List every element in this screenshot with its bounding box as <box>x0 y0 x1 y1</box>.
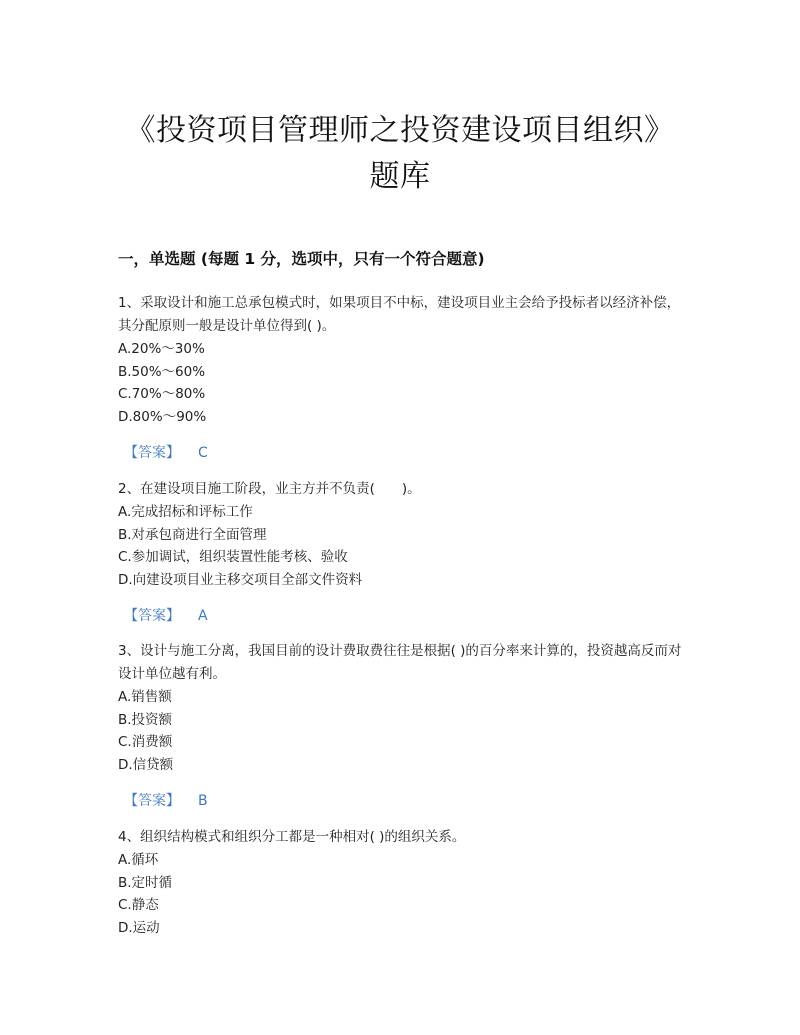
option-a: A.完成招标和评标工作 <box>118 504 253 520</box>
option-d: D.80%～90% <box>118 408 207 425</box>
question-text: 1、采取设计和施工总承包模式时，如果项目不中标，建设项目业主会给予投标者以经济补偿，其分配原则一般是设计单位得到( )。 <box>118 295 681 334</box>
answer-value: C <box>198 445 208 461</box>
option-c: C.静态 <box>118 897 159 913</box>
question-text: 3、设计与施工分离，我国目前的设计费取费往往是根据( )的百分率来计算的，投资越高反而对设计单位越有利。 <box>118 643 682 682</box>
question-3 <box>118 640 684 812</box>
option-c: C.参加调试，组织装置性能考核、验收 <box>118 549 348 565</box>
option-c: C.70%～80% <box>118 386 206 402</box>
answer-value: B <box>198 793 208 809</box>
answer-label: 【答案】 <box>124 608 180 624</box>
document-title: 《投资项目管理师之投资建设项目组织》题库 <box>125 113 675 194</box>
option-b: B.投资额 <box>118 711 173 728</box>
option-d: D.向建设项目业主移交项目全部文件资料 <box>118 571 363 588</box>
question-4 <box>118 826 684 939</box>
answer-line <box>118 605 684 627</box>
option-d: D.运动 <box>118 919 160 936</box>
answer-line <box>118 442 684 464</box>
option-b: B.50%～60% <box>118 363 206 380</box>
question-2 <box>118 478 684 627</box>
question-1 <box>118 292 684 464</box>
answer-line <box>118 790 684 812</box>
section-heading: 一，单选题 (每题 1 分，选项中，只有一个符合题意) <box>118 250 485 268</box>
question-text: 2、在建设项目施工阶段，业主方并不负责( )。 <box>118 481 421 497</box>
option-a: A.循环 <box>118 852 159 868</box>
answer-value: A <box>198 608 208 624</box>
option-a: A.20%～30% <box>118 341 205 357</box>
option-d: D.信贷额 <box>118 756 174 773</box>
answer-label: 【答案】 <box>124 793 180 809</box>
option-a: A.销售额 <box>118 689 172 705</box>
option-b: B.对承包商进行全面管理 <box>118 526 267 543</box>
option-c: C.消费额 <box>118 734 173 750</box>
option-b: B.定时循 <box>118 874 173 891</box>
answer-label: 【答案】 <box>124 445 180 461</box>
question-text: 4、组织结构模式和组织分工都是一种相对( )的组织关系。 <box>118 829 466 845</box>
